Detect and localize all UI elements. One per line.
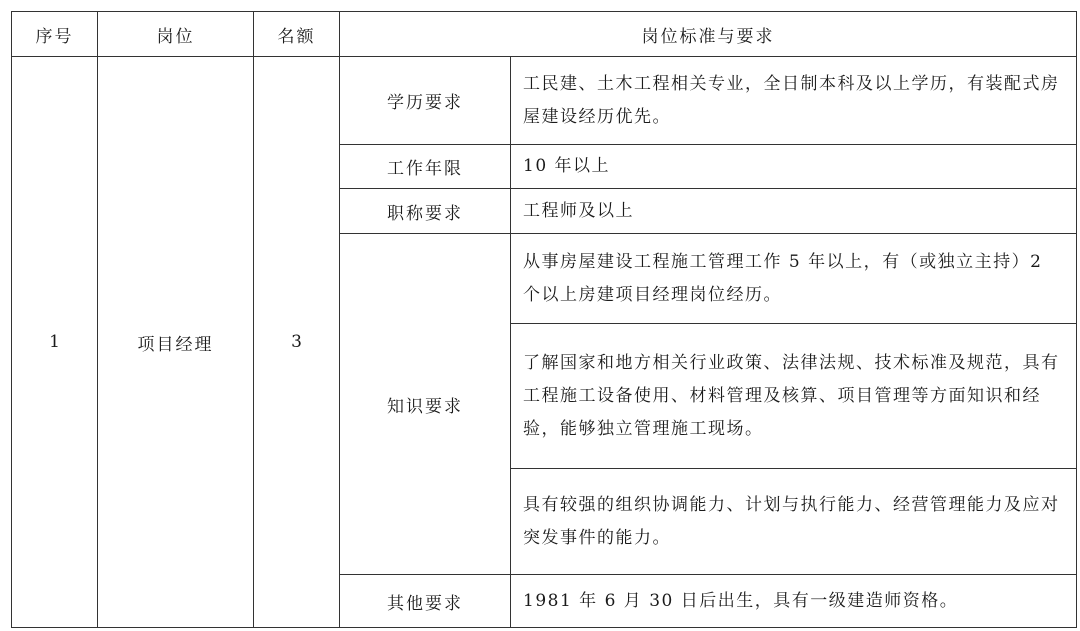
label-education: 学历要求 xyxy=(340,57,511,145)
label-title: 职称要求 xyxy=(340,189,511,234)
text-years: 10 年以上 xyxy=(511,145,1077,189)
cell-serial: 1 xyxy=(12,57,98,628)
text-other: 1981 年 6 月 30 日后出生，具有一级建造师资格。 xyxy=(511,575,1077,628)
text-knowledge-1: 从事房屋建设工程施工管理工作 5 年以上，有（或独立主持）2 个以上房建项目经理岗位经历。 xyxy=(511,234,1077,324)
header-row xyxy=(12,12,1077,57)
header-position: 岗位 xyxy=(98,12,254,57)
header-requirements: 岗位标准与要求 xyxy=(340,12,1077,57)
text-knowledge-3: 具有较强的组织协调能力、计划与执行能力、经营管理能力及应对突发事件的能力。 xyxy=(511,469,1077,575)
header-serial: 序号 xyxy=(12,12,98,57)
label-other: 其他要求 xyxy=(340,575,511,628)
label-knowledge: 知识要求 xyxy=(340,234,511,575)
label-years: 工作年限 xyxy=(340,145,511,189)
text-education: 工民建、土木工程相关专业，全日制本科及以上学历，有装配式房屋建设经历优先。 xyxy=(511,57,1077,145)
table-row xyxy=(12,57,1077,145)
text-knowledge-2: 了解国家和地方相关行业政策、法律法规、技术标准及规范，具有工程施工设备使用、材料管理及核算、项目管理等方面知识和经验，能够独立管理施工现场。 xyxy=(511,324,1077,469)
header-quota: 名额 xyxy=(254,12,340,57)
job-requirements-table xyxy=(11,11,1077,628)
cell-quota: 3 xyxy=(254,57,340,628)
text-title: 工程师及以上 xyxy=(511,189,1077,234)
cell-position: 项目经理 xyxy=(98,57,254,628)
